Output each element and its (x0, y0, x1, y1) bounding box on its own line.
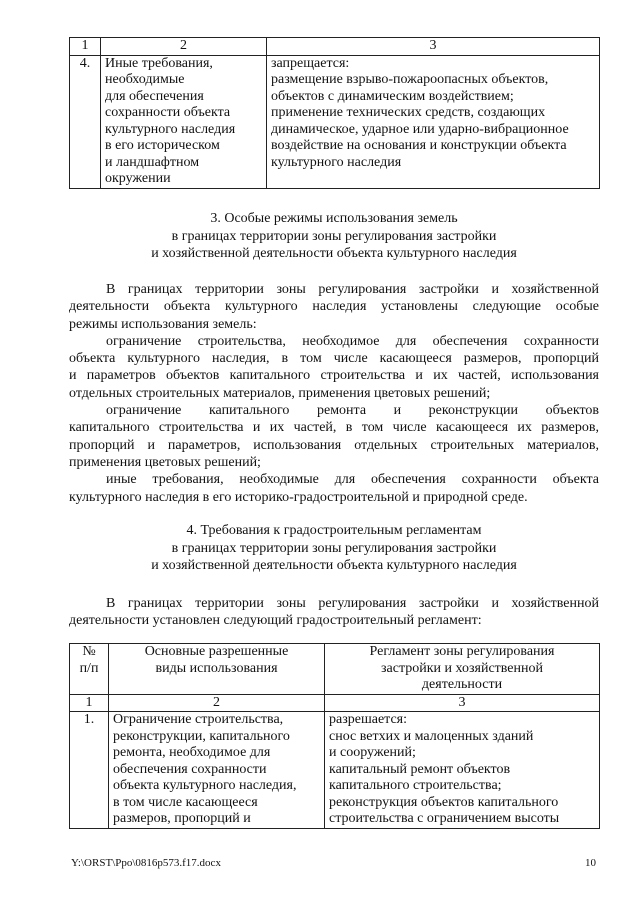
cell-line: культурного наследия (105, 121, 236, 137)
cell-line: капитальный ремонт объектов (329, 761, 511, 777)
cell-line: необходимые (105, 72, 185, 87)
requirement-name-cell (101, 55, 267, 188)
header-line: виды использования (155, 660, 278, 676)
header-line: п/п (79, 660, 99, 676)
table-header-row (70, 644, 600, 695)
table-number-row (70, 694, 600, 712)
cell-line: снос ветхих и малоценных зданий (329, 728, 534, 744)
heading-line: и хозяйственной деятельности объекта культурного наследия (151, 558, 517, 573)
cell-line: сохранности объекта (105, 105, 231, 120)
paragraph-line: деятельности объекта культурного наследия установлены следующие особые (69, 299, 599, 315)
cell-line: реконструкция объектов капитального (329, 794, 559, 810)
cell-line: ремонта, необходимое для (113, 745, 271, 760)
paragraph-line: объекта культурного наследия, в том числе касающееся размеров, пропорций (69, 351, 599, 367)
heading-line: и хозяйственной деятельности объекта культурного наследия (151, 246, 517, 261)
table-cell: 3 (325, 694, 600, 712)
table-cell: 3 (267, 38, 600, 56)
section-4-body (69, 595, 599, 630)
cell-line: применение технических средств, создающих (271, 105, 546, 120)
footer-file-path: Y:\ORST\Ppo\0816p573.f17.docx (71, 857, 221, 869)
header-line: Основные разрешенные (144, 644, 289, 659)
regulations-table (69, 643, 600, 829)
regulation-cell (325, 712, 600, 829)
cell-line: обеспечения сохранности (113, 761, 267, 777)
requirement-detail-cell (267, 55, 600, 188)
cell-line: разрешается: (329, 712, 407, 727)
table-cell: 2 (109, 694, 325, 712)
permitted-use-cell (109, 712, 325, 829)
cell-line: размещение взрыво-пожароопасных объектов, (271, 72, 549, 87)
cell-line: окружении (105, 171, 171, 186)
cell-line: реконструкции, капитального (113, 728, 290, 744)
cell-line: в его историческом (105, 138, 220, 153)
cell-line: строительства с ограничением высоты (329, 811, 560, 826)
table-number-row (70, 38, 600, 56)
row-number: 4. (70, 55, 101, 188)
paragraph-line: режимы использования земель: (69, 316, 257, 332)
paragraph-line: иные требования, необходимые для обеспечения сохранности объекта (106, 472, 599, 488)
paragraph-line: культурного наследия в его историко-градостроительной и природной среде. (69, 489, 528, 505)
requirements-table (69, 37, 600, 189)
paragraph-line: деятельности установлен следующий градостроительный регламент: (69, 613, 482, 629)
header-line: застройки и хозяйственной (380, 660, 543, 676)
paragraph-line: пропорций и параметров, использования отдельных строительных материалов, (69, 437, 599, 453)
cell-line: Иные требования, (105, 55, 213, 71)
paragraph-line: и параметров объектов капитального строительства и их частей, использования (69, 368, 599, 384)
cell-line: в том числе касающееся (113, 794, 258, 810)
cell-line: воздействие на основания и конструкции объекта (271, 138, 567, 153)
heading-line: 3. Особые режимы использования земель (210, 211, 458, 226)
table-row (70, 712, 600, 829)
paragraph-line: В границах территории зоны регулирования застройки и хозяйственной (106, 282, 599, 297)
table-cell: 2 (101, 38, 267, 56)
cell-line: и сооружений; (329, 745, 416, 760)
cell-line: размеров, пропорций и (113, 811, 251, 826)
page-number: 10 (585, 857, 596, 869)
cell-line: для обеспечения (105, 88, 204, 104)
section-3-body (69, 281, 599, 506)
cell-line: Ограничение строительства, (113, 712, 284, 727)
cell-line: культурного наследия (271, 154, 402, 170)
heading-line: 4. Требования к градостроительным регламентам (186, 523, 482, 538)
paragraph-line: капитального строительства и их частей, в том числе касающееся их размеров, (69, 420, 599, 436)
table-cell: 1 (70, 694, 109, 712)
paragraph-line: применения цветовых решений; (69, 454, 261, 470)
row-number: 1. (70, 712, 109, 829)
cell-line: динамическое, ударное или ударно-вибрационное (271, 121, 569, 137)
header-cell-number (70, 644, 109, 695)
header-cell-uses (109, 644, 325, 695)
cell-line: и ландшафтном (105, 154, 200, 170)
paragraph-line: В границах территории зоны регулирования застройки и хозяйственной (106, 596, 599, 611)
table-row (70, 55, 600, 188)
header-line: деятельности (421, 677, 503, 692)
heading-line: в границах территории зоны регулирования застройки (171, 228, 497, 244)
header-cell-regulation (325, 644, 600, 695)
heading-line: в границах территории зоны регулирования застройки (171, 540, 497, 556)
section-4-heading (69, 522, 599, 575)
section-3-heading (69, 210, 599, 263)
header-line: № (82, 644, 96, 659)
cell-line: объектов с динамическим воздействием; (271, 88, 514, 104)
header-line: Регламент зоны регулирования (369, 644, 555, 659)
paragraph-line: ограничение капитального ремонта и реконструкции объектов (106, 403, 599, 419)
cell-line: запрещается: (271, 55, 350, 71)
cell-line: капитального строительства; (329, 778, 502, 793)
paragraph-line: ограничение строительства, необходимое для обеспечения сохранности (106, 333, 599, 349)
table-cell: 1 (70, 38, 101, 56)
paragraph-line: отдельных строительных материалов, применения цветовых решений; (69, 385, 491, 401)
cell-line: объекта культурного наследия, (113, 778, 297, 793)
